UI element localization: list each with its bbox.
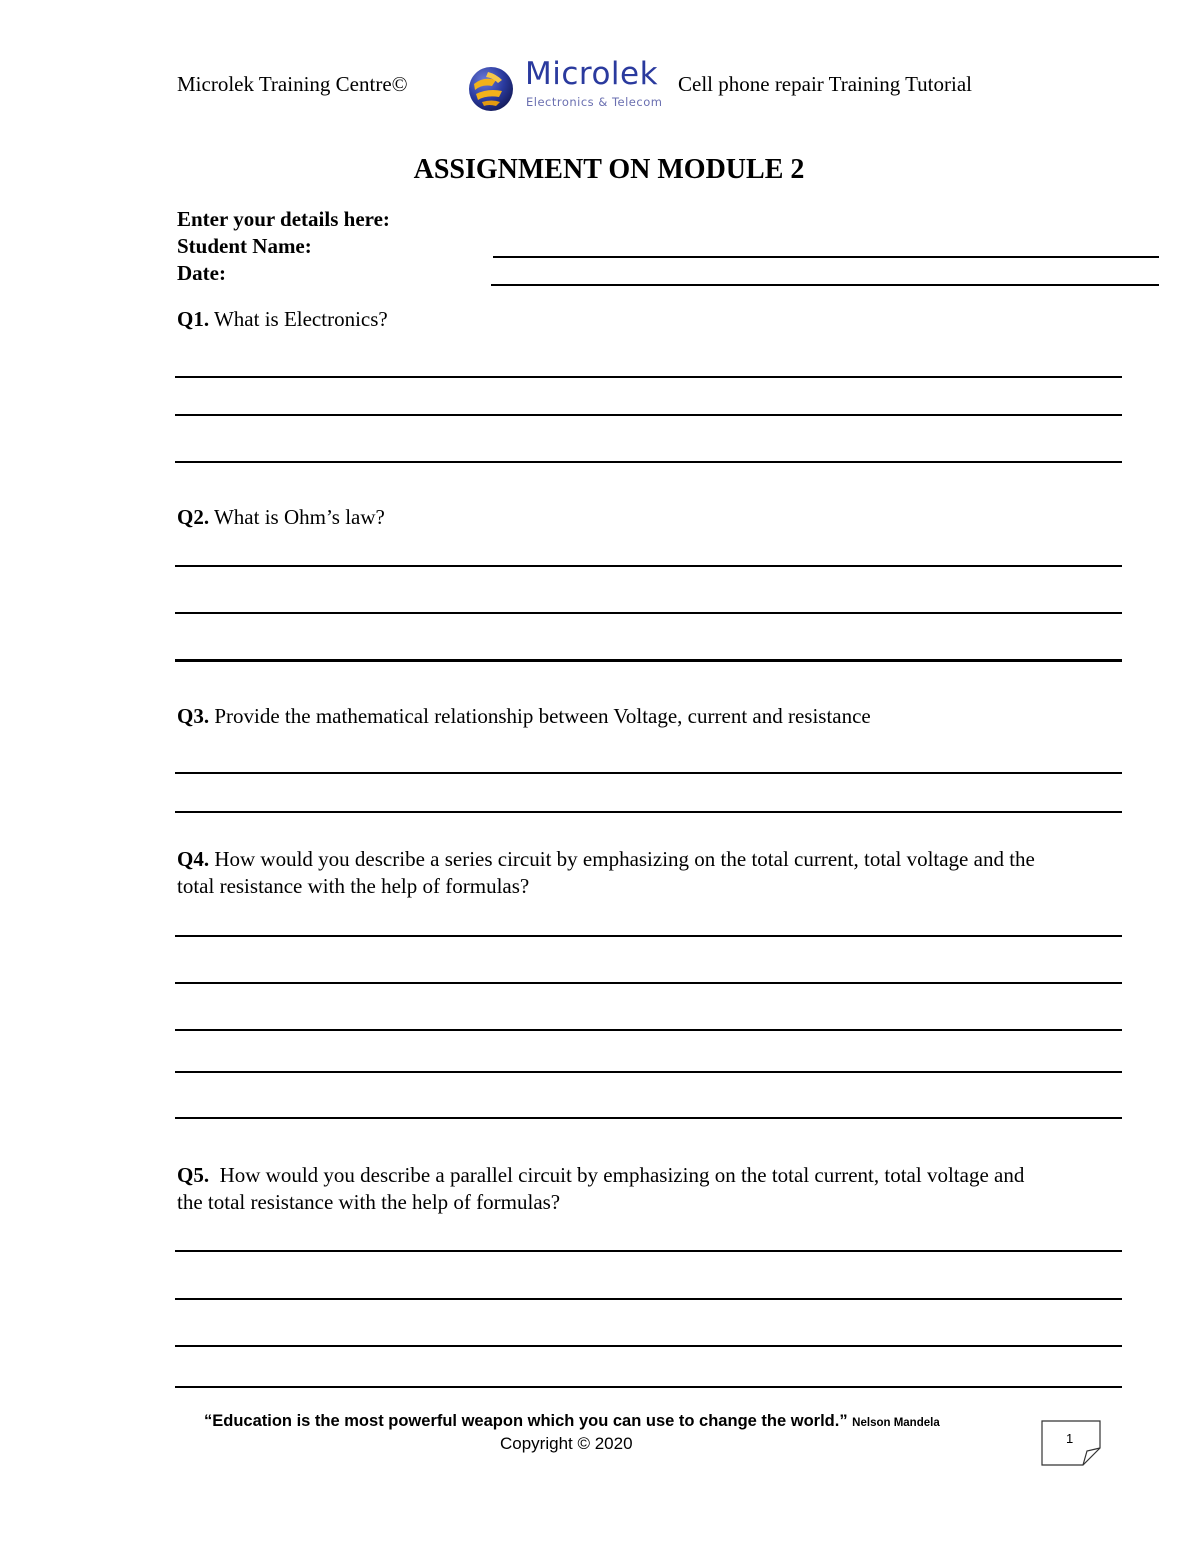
question-text: How would you describe a series circuit by emphasizing on the total current, total voltage and the total resistance with the help of formulas? <box>177 847 1035 898</box>
page-title: ASSIGNMENT ON MODULE 2 <box>413 154 805 185</box>
answer-line[interactable] <box>175 1386 1122 1388</box>
question-number: Q4. <box>177 847 210 871</box>
answer-line[interactable] <box>175 935 1122 937</box>
question-text: What is Electronics? <box>209 307 388 331</box>
answer-line[interactable] <box>175 1071 1122 1073</box>
header-right-text: Cell phone repair Training Tutorial <box>678 72 972 96</box>
question-5 <box>177 1162 1037 1216</box>
answer-line[interactable] <box>175 1117 1122 1119</box>
footer-quote <box>204 1412 940 1431</box>
answer-line[interactable] <box>175 772 1122 774</box>
logo-tagline: Electronics & Telecom <box>526 95 663 109</box>
answer-line[interactable] <box>175 1345 1122 1347</box>
page-number: 1 <box>1066 1431 1074 1446</box>
globe-logo-icon <box>466 64 516 114</box>
question-4 <box>177 846 1037 900</box>
quote-text: “Education is the most powerful weapon which you can use to change the world.” <box>204 1412 848 1430</box>
question-text: Provide the mathematical relationship between Voltage, current and resistance <box>209 704 871 728</box>
answer-line[interactable] <box>175 811 1122 813</box>
question-1 <box>177 306 1037 333</box>
answer-line[interactable] <box>175 1250 1122 1252</box>
copyright-text: Copyright © 2020 <box>500 1434 633 1453</box>
details-heading: Enter your details here: <box>177 207 390 231</box>
header-left-text: Microlek Training Centre© <box>177 72 408 96</box>
answer-line[interactable] <box>175 414 1122 416</box>
question-number: Q1. <box>177 307 210 331</box>
question-number: Q3. <box>177 704 210 728</box>
answer-line[interactable] <box>175 612 1122 614</box>
student-name-label: Student Name: <box>177 234 312 258</box>
question-number: Q2. <box>177 505 210 529</box>
microlek-logo <box>466 56 666 114</box>
question-2 <box>177 504 1037 531</box>
question-text: How would you describe a parallel circuit by emphasizing on the total current, total voltage and the total resistance with the help of formulas? <box>177 1163 1030 1214</box>
question-3 <box>177 703 1037 730</box>
question-number: Q5. <box>177 1163 210 1187</box>
answer-line[interactable] <box>175 565 1122 567</box>
student-name-field[interactable] <box>493 256 1159 258</box>
logo-wordmark: Microlek <box>525 56 659 92</box>
date-field[interactable] <box>491 284 1159 286</box>
answer-line[interactable] <box>175 982 1122 984</box>
answer-line[interactable] <box>175 376 1122 378</box>
answer-line[interactable] <box>175 1029 1122 1031</box>
date-label: Date: <box>177 261 226 285</box>
quote-author: Nelson Mandela <box>852 1417 940 1429</box>
answer-line[interactable] <box>175 659 1122 662</box>
answer-line[interactable] <box>175 461 1122 463</box>
answer-line[interactable] <box>175 1298 1122 1300</box>
question-text: What is Ohm’s law? <box>209 505 385 529</box>
